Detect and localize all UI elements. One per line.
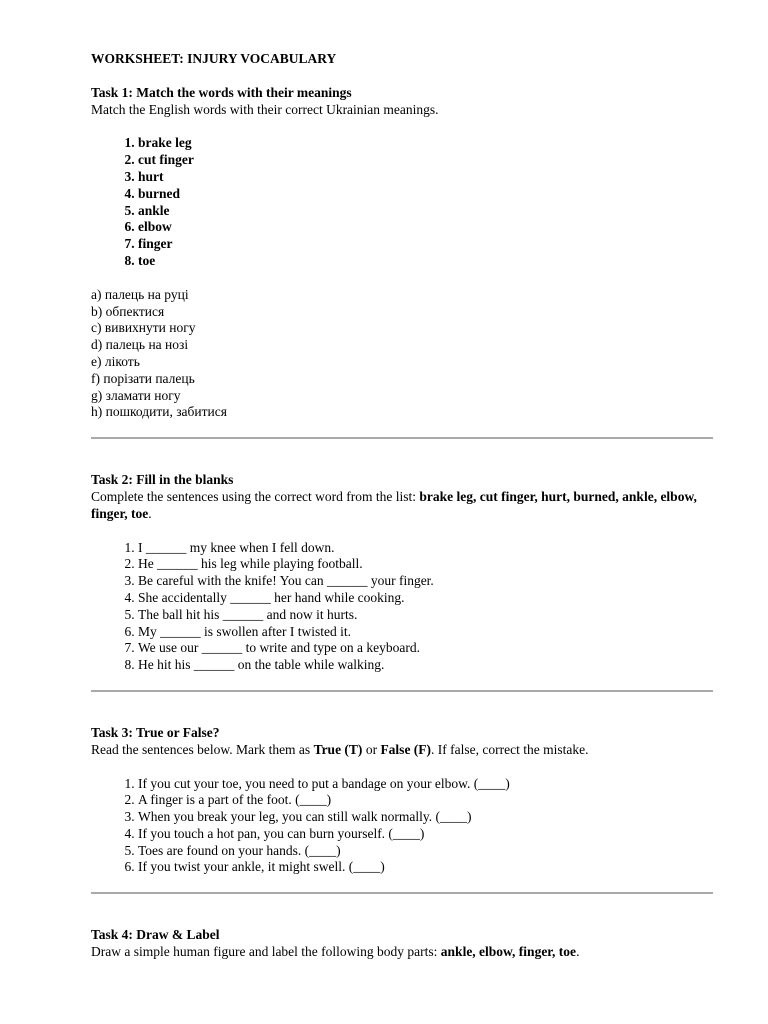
or-text: or	[362, 741, 381, 757]
task1-instruction: Match the English words with their correct Ukrainian meanings.	[91, 101, 439, 117]
task1-meaning-list	[91, 287, 713, 421]
task4-body-parts: ankle, elbow, finger, toe	[440, 944, 577, 960]
task3-instruction-text: Read the sentences below. Mark them as	[91, 741, 314, 757]
task2-section	[91, 472, 713, 674]
task2-title: Task 2: Fill in the blanks	[91, 472, 234, 488]
meaning-item: b) обпектися	[91, 303, 165, 319]
meaning-item: e) лікоть	[91, 353, 140, 369]
task2-word-list: brake leg, cut finger, hurt, burned, ankle, elbow, finger, toe	[91, 488, 697, 521]
word-item: 6. elbow	[138, 219, 713, 236]
meaning-item: a) палець на руці	[91, 286, 189, 302]
sentence-item: 8. He hit his ______ on the table while walking.	[138, 657, 713, 674]
task1-section	[91, 85, 713, 421]
task2-sentence-list	[91, 540, 713, 674]
sentence-item: 7. We use our ______ to write and type on a keyboard.	[138, 640, 713, 657]
meaning-item: f) порізати палець	[91, 370, 195, 386]
task4-instruction-text: Draw a simple human figure and label the following body parts:	[91, 944, 441, 960]
meaning-item: h) пошкодити, забитися	[91, 404, 227, 420]
meaning-item: d) палець на нозі	[91, 337, 189, 353]
statement-item: 6. If you twist your ankle, it might swell. (____)	[138, 859, 713, 876]
worksheet-title: WORKSHEET: INJURY VOCABULARY	[91, 51, 337, 66]
statement-item: 5. Toes are found on your hands. (____)	[138, 843, 713, 860]
task1-word-list	[91, 135, 713, 269]
task3-statement-list	[91, 776, 713, 877]
task4-instruction-end: .	[576, 944, 580, 960]
meaning-item: g) зламати ногу	[91, 387, 181, 403]
task3-instruction	[91, 742, 713, 759]
meaning-item: c) вивихнути ногу	[91, 320, 196, 336]
sentence-item: 3. Be careful with the knife! You can ______ your finger.	[138, 573, 713, 590]
task3-section	[91, 725, 713, 876]
statement-item: 1. If you cut your toe, you need to put a bandage on your elbow. (____)	[138, 776, 713, 793]
task2-instruction-text: Complete the sentences using the correct word from the list:	[91, 488, 420, 504]
sentence-item: 6. My ______ is swollen after I twisted it.	[138, 624, 713, 641]
true-label: True (T)	[313, 741, 363, 757]
word-item: 3. hurt	[138, 169, 713, 186]
word-item: 4. burned	[138, 186, 713, 203]
word-item: 8. toe	[138, 253, 713, 270]
word-item: 2. cut finger	[138, 152, 713, 169]
statement-item: 4. If you touch a hot pan, you can burn yourself. (____)	[138, 826, 713, 843]
task1-title: Task 1: Match the words with their meanings	[91, 84, 352, 100]
sentence-item: 5. The ball hit his ______ and now it hurts.	[138, 607, 713, 624]
task3-instruction-end: . If false, correct the mistake.	[431, 741, 589, 757]
statement-item: 2. A finger is a part of the foot. (____)	[138, 792, 713, 809]
word-item: 5. ankle	[138, 203, 713, 220]
task4-title: Task 4: Draw & Label	[91, 927, 220, 943]
sentence-item: 1. I ______ my knee when I fell down.	[138, 540, 713, 557]
sentence-item: 2. He ______ his leg while playing football.	[138, 556, 713, 573]
word-item: 7. finger	[138, 236, 713, 253]
statement-item: 3. When you break your leg, you can still walk normally. (____)	[138, 809, 713, 826]
sentence-item: 4. She accidentally ______ her hand while cooking.	[138, 590, 713, 607]
task3-title: Task 3: True or False?	[91, 724, 220, 740]
task4-section	[91, 927, 713, 961]
false-label: False (F)	[380, 741, 432, 757]
task2-instruction-end: .	[148, 505, 152, 521]
task4-instruction	[91, 944, 713, 961]
word-item: 1. brake leg	[138, 135, 713, 152]
worksheet	[91, 51, 713, 961]
task2-instruction	[91, 489, 713, 523]
